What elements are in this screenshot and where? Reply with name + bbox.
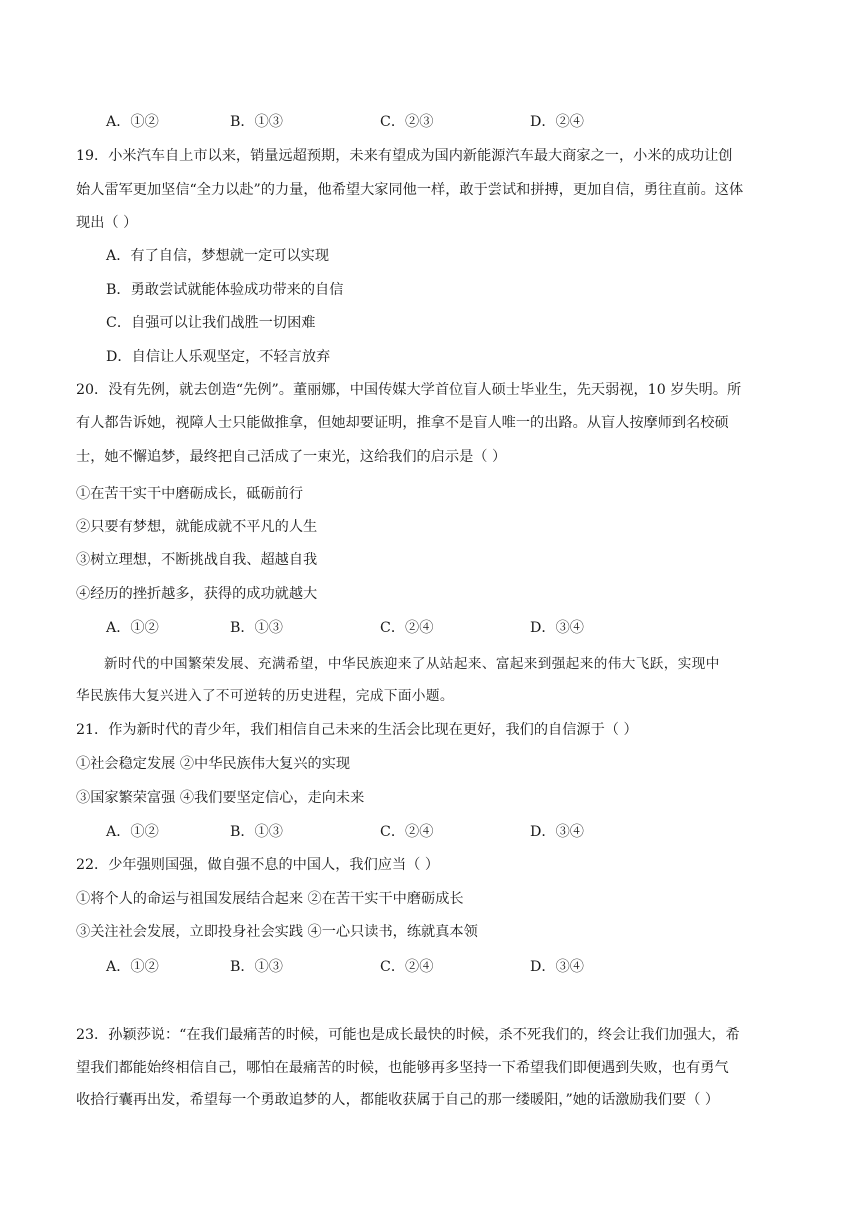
q22-option-d[interactable]: D．③④ [530, 959, 584, 975]
q22-option-a[interactable]: A．①② [106, 959, 159, 975]
q22-statement-1: ①将个人的命运与祖国发展结合起来 ②在苦干实干中磨砺成长 [76, 891, 464, 907]
q19-choice-b[interactable]: B．勇敢尝试就能体验成功带来的自信 [106, 282, 344, 298]
q19-choice-d[interactable]: D．自信让人乐观坚定，不轻言放弃 [106, 349, 331, 365]
q18-option-b[interactable]: B．①③ [230, 114, 283, 130]
q22-statement-2: ③关注社会发展，立即投身社会实践 ④一心只读书，练就真本领 [76, 924, 478, 940]
q23-stem-line-3: 收拾行囊再出发，希望每一个勇敢追梦的人，都能收获属于自己的那一缕暖阳，”她的话激励我们要（ ） [76, 1092, 720, 1108]
passage-line-1: 新时代的中国繁荣发展、充满希望，中华民族迎来了从站起来、富起来到强起来的伟大飞跃，实现中 [104, 656, 720, 672]
q21-option-d[interactable]: D．③④ [530, 824, 584, 840]
q21-option-a[interactable]: A．①② [106, 824, 159, 840]
passage-line-2: 华民族伟大复兴进入了不可逆转的历史进程，完成下面小题。 [76, 688, 454, 704]
q21-statement-2: ③国家繁荣富强 ④我们要坚定信心，走向未来 [76, 790, 365, 806]
q23-stem-line-2: 望我们都能始终相信自己，哪怕在最痛苦的时候，也能够再多坚持一下希望我们即便遇到失败，也有勇气 [76, 1060, 729, 1076]
q20-stem-line-2: 有人都告诉她，视障人士只能做推拿，但她却要证明，推拿不是盲人唯一的出路。从盲人按摩师到名校硕 [76, 415, 729, 431]
q20-statement-4: ④经历的挫折越多，获得的成功就越大 [76, 586, 318, 602]
q19-stem-line-1: 19．小米汽车自上市以来，销量远超预期，未来有望成为国内新能源汽车最大商家之一，小米的成功让创 [76, 148, 733, 164]
q20-stem-line-1: 20．没有先例，就去创造“先例”。董丽娜，中国传媒大学首位盲人硕士毕业生，先天弱视，10 岁失明。所 [76, 382, 742, 398]
q19-stem-line-2: 始人雷军更加坚信“全力以赴”的力量，他希望大家同他一样，敢于尝试和拼搏，更加自信，勇往直前。这体 [76, 182, 744, 198]
q23-stem-line-1: 23．孙颖莎说：“在我们最痛苦的时候，可能也是成长最快的时候，杀不死我们的，终会让我们加强大，希 [76, 1027, 740, 1043]
q20-stem-line-3: 士，她不懈追梦，最终把自己活成了一束光，这给我们的启示是（ ） [76, 449, 507, 465]
q22-stem: 22．少年强则国强，做自强不息的中国人，我们应当（ ） [76, 857, 440, 873]
q20-statement-2: ②只要有梦想，就能成就不平凡的人生 [76, 519, 318, 535]
q20-option-a[interactable]: A．①② [106, 620, 159, 636]
q18-option-c[interactable]: C．②③ [380, 114, 434, 130]
q20-option-c[interactable]: C．②④ [380, 620, 434, 636]
q19-choice-a[interactable]: A．有了自信，梦想就一定可以实现 [106, 248, 330, 264]
q21-stem: 21．作为新时代的青少年，我们相信自己未来的生活会比现在更好，我们的自信源于（ ） [76, 722, 638, 738]
q22-option-b[interactable]: B．①③ [230, 959, 283, 975]
q21-option-c[interactable]: C．②④ [380, 824, 434, 840]
q20-statement-3: ③树立理想，不断挑战自我、超越自我 [76, 552, 318, 568]
q22-option-c[interactable]: C．②④ [380, 959, 434, 975]
q21-option-b[interactable]: B．①③ [230, 824, 283, 840]
q18-option-a[interactable]: A．①② [106, 114, 159, 130]
q18-option-d[interactable]: D．②④ [530, 114, 584, 130]
q20-option-b[interactable]: B．①③ [230, 620, 283, 636]
q19-choice-c[interactable]: C．自强可以让我们战胜一切困难 [106, 315, 316, 331]
q20-statement-1: ①在苦干实干中磨砺成长，砥砺前行 [76, 486, 304, 502]
q19-stem-line-3: 现出（ ） [76, 215, 138, 231]
q20-option-d[interactable]: D．③④ [530, 620, 584, 636]
q21-statement-1: ①社会稳定发展 ②中华民族伟大复兴的实现 [76, 756, 351, 772]
